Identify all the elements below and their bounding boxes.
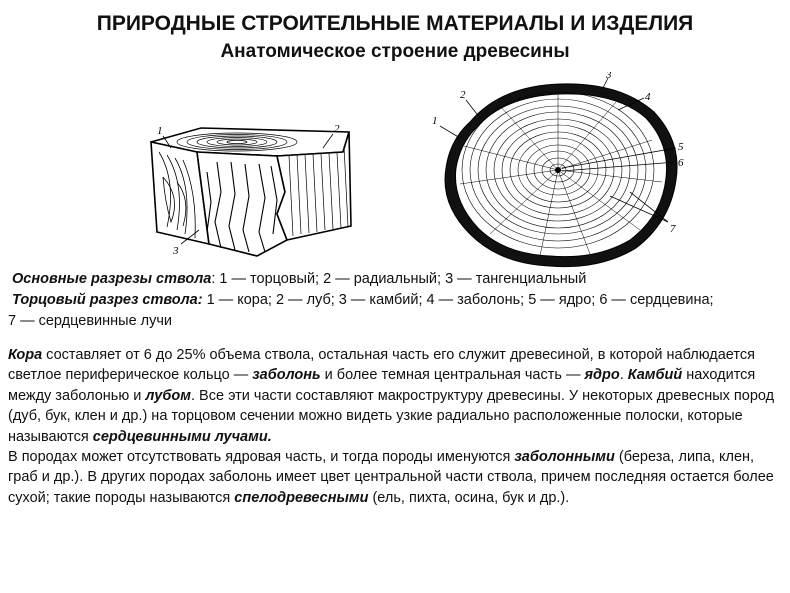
para-text: (ель, пихта, осина, бук и др.). [368, 489, 570, 506]
caption-line-3: 7 — сердцевинные лучи [8, 313, 173, 329]
fig-left-label-2: 2 [334, 123, 340, 135]
term-phloem: лубом [145, 387, 191, 404]
fig-right-label-1: 1 [432, 115, 438, 127]
fig-left-label-1: 1 [157, 125, 163, 137]
caption-text-sections: : 1 — торцовый; 2 — радиальный; 3 — тангенциальный [211, 271, 587, 287]
wood-sections-figure [137, 122, 357, 262]
term-ripewood-species: спелодревесными [234, 489, 369, 506]
caption-line-1 [8, 269, 786, 290]
trunk-cross-section-figure [430, 72, 690, 270]
figure-caption [8, 269, 786, 332]
body-paragraph [8, 345, 786, 508]
para-text: . [619, 367, 628, 384]
caption-term-sections: Основные разрезы ствола [12, 271, 212, 287]
term-sapwood: заболонь [252, 367, 321, 384]
page-title: ПРИРОДНЫЕ СТРОИТЕЛЬНЫЕ МАТЕРИАЛЫ И ИЗДЕЛИЯ [96, 12, 694, 35]
para-text: находится между заболонью и [8, 367, 756, 404]
page-subtitle: Анатомическое строение древесины [220, 41, 570, 62]
term-medullary-rays: сердцевинными лучами. [92, 428, 272, 445]
fig-right-label-2: 2 [460, 89, 466, 101]
term-heartwood: ядро [584, 367, 620, 384]
term-sapwood-species: заболонными [514, 449, 615, 466]
para-text: . Все эти части составляют макроструктуру древесины. У некоторых древесных пород (дуб, бук, клен и др.) на торцовом сечении можно видеть узкие радиально расположенные полоски, которые называются [8, 387, 775, 445]
term-bark: Кора [8, 347, 43, 363]
fig-right-label-6: 6 [678, 157, 684, 169]
fig-right-label-4: 4 [645, 91, 651, 103]
fig-left-label-3: 3 [173, 245, 179, 257]
para-text: и более темная центральная часть — [320, 367, 585, 384]
term-cambium: Камбий [627, 367, 683, 384]
para-text: (береза, липа, клен, граб и др.). В других породах заболонь имеет цвет центральной части ствола, причем последняя остается более сухой; такие породы называются [8, 449, 774, 506]
fig-right-label-3: 3 [606, 72, 612, 81]
caption-line-2 [8, 290, 786, 311]
caption-term-end-cut: Торцовый разрез ствола: [12, 292, 203, 308]
fig-right-label-5: 5 [678, 141, 684, 153]
para-text: составляет от 6 до 25% объема ствола, остальная часть его служит древесиной, в которой наблюдается светлое периферическое кольцо — [8, 347, 755, 384]
fig-right-label-7: 7 [670, 223, 676, 235]
para-text: В породах может отсутствовать ядровая часть, и тогда породы именуются [8, 449, 515, 466]
caption-text-end-cut: 1 — кора; 2 — луб; 3 — камбий; 4 — заболонь; 5 — ядро; 6 — сердцевина; [202, 292, 714, 308]
